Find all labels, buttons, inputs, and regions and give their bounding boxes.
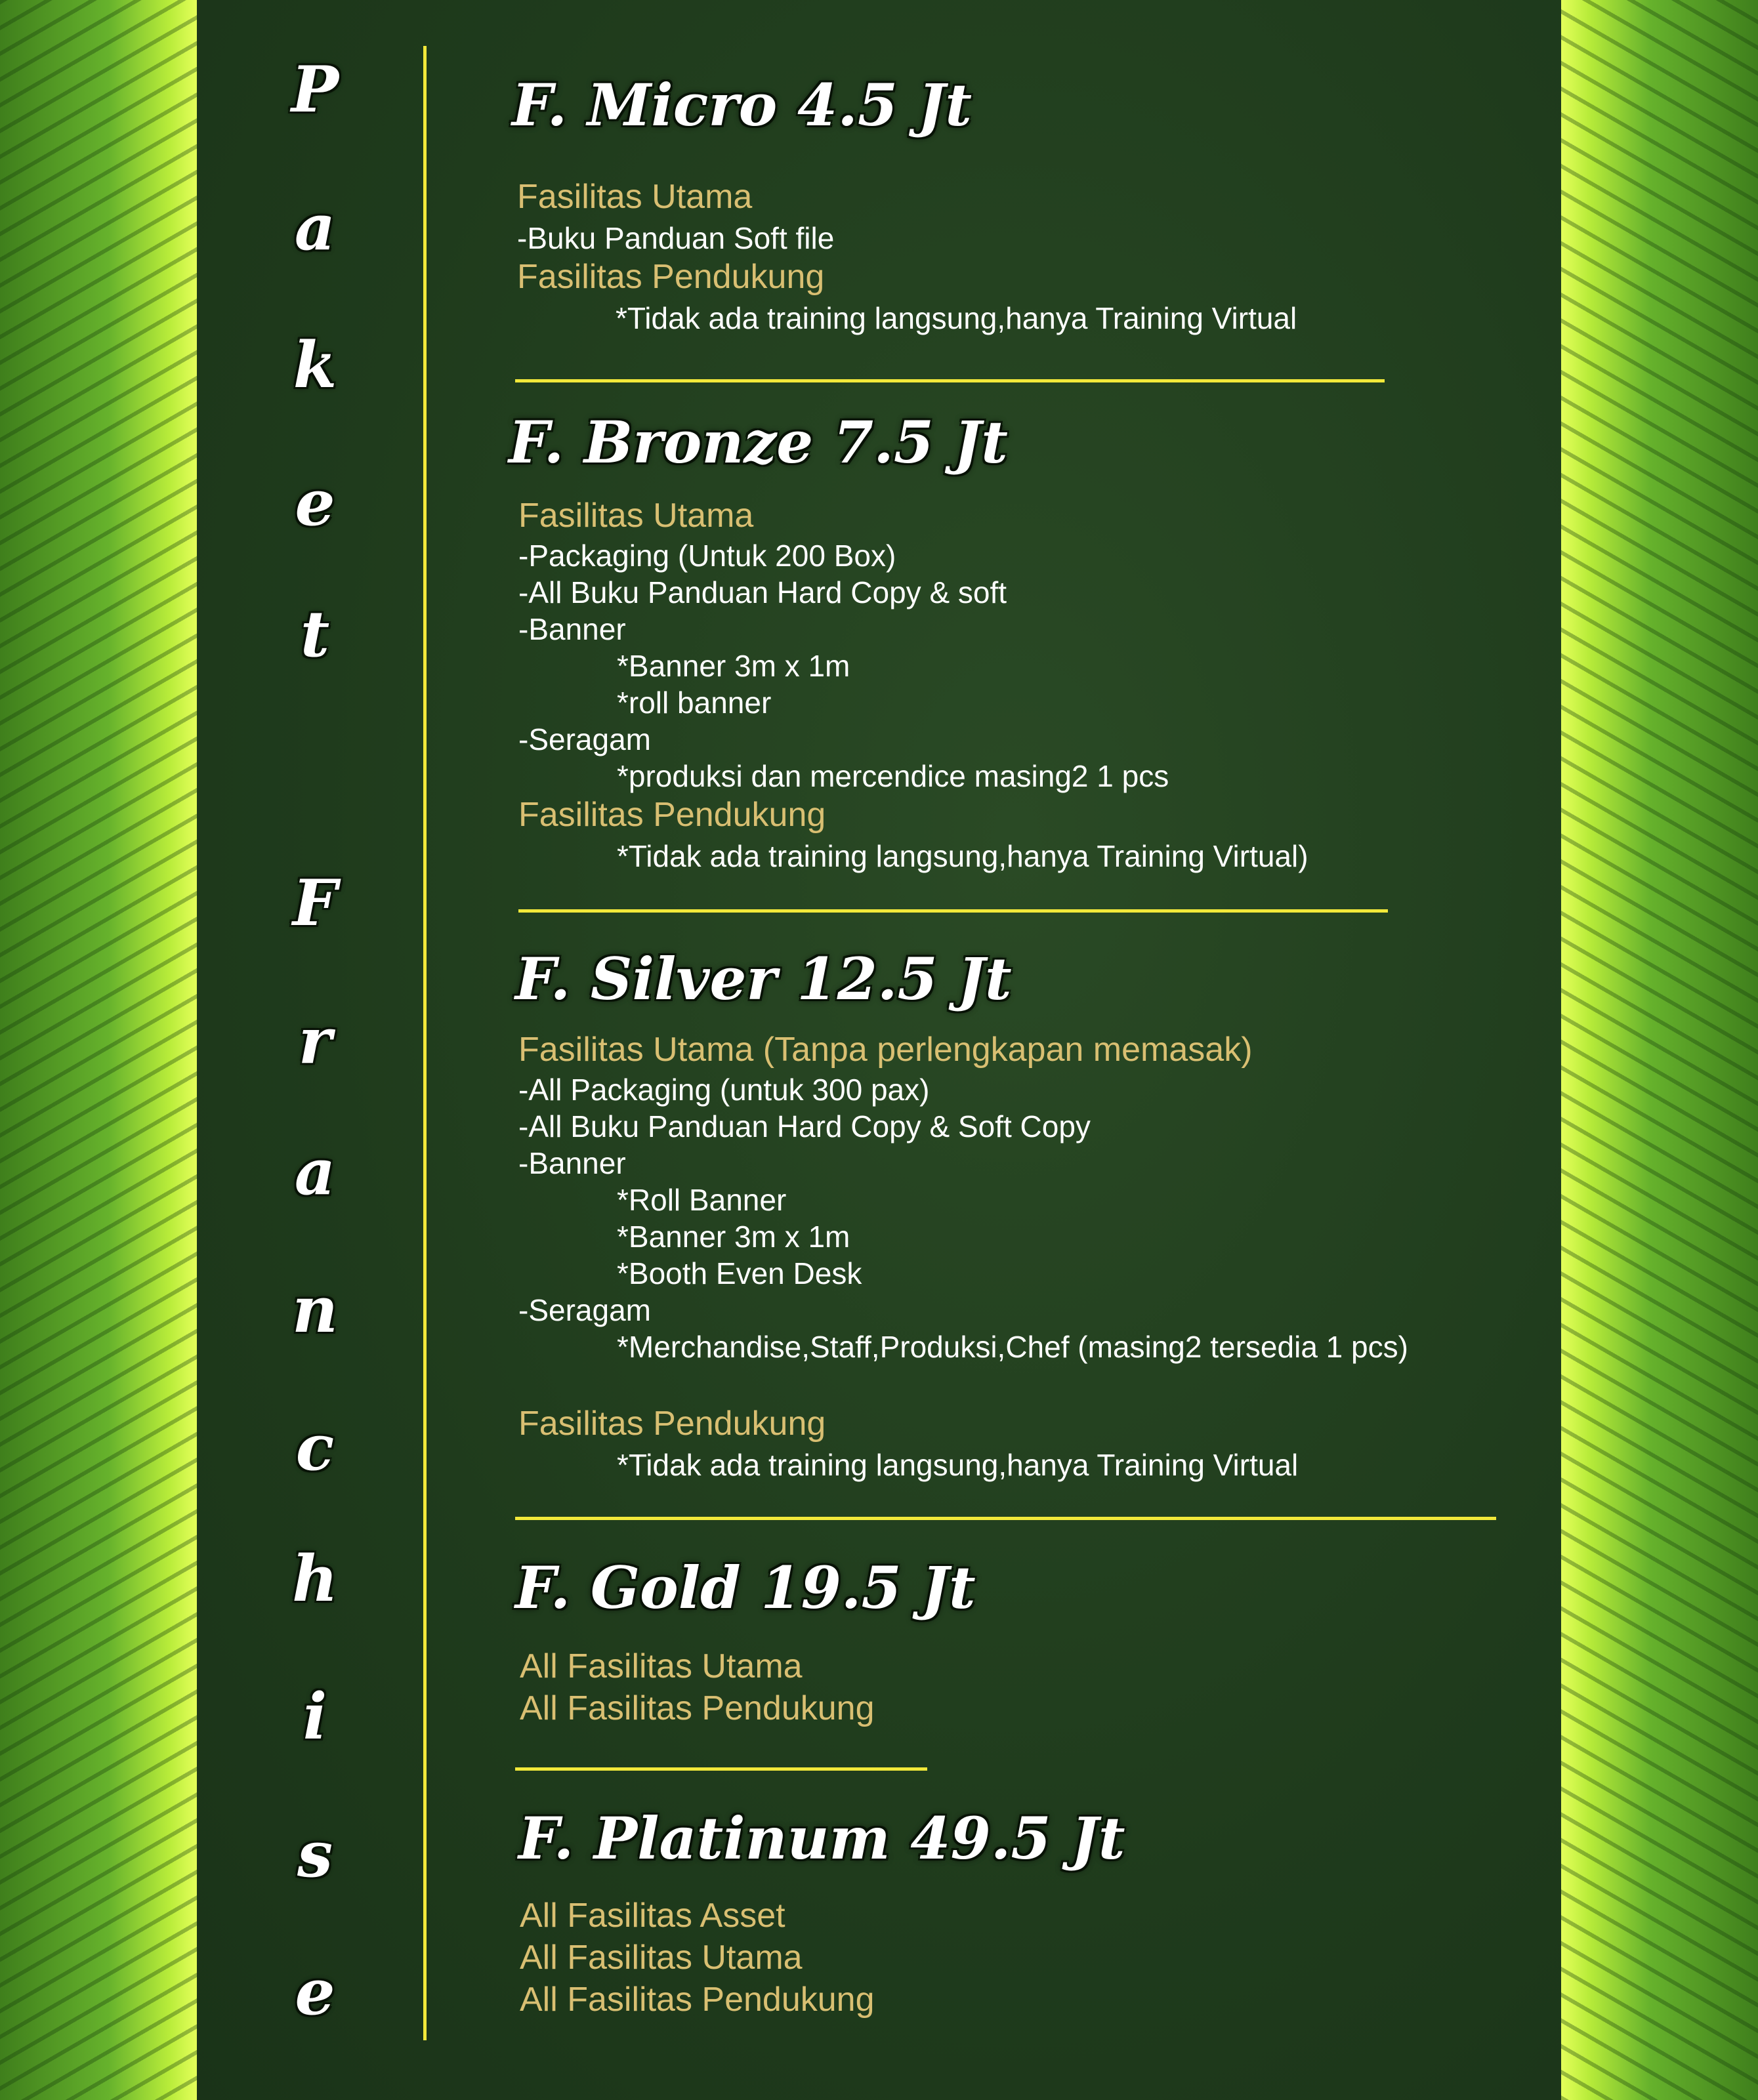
section-heading: All Fasilitas Pendukung — [520, 1981, 875, 2019]
list-subitem: *Tidak ada training langsung,hanya Training Virtual — [616, 301, 1297, 335]
list-item: -Banner — [518, 1146, 626, 1180]
vertical-title-letter: a — [294, 1135, 336, 1209]
section-heading: All Fasilitas Asset — [520, 1897, 785, 1935]
vertical-title-letter: i — [303, 1679, 327, 1754]
list-subitem: *Merchandise,Staff,Produksi,Chef (masing2 tersedia 1 pcs) — [617, 1330, 1408, 1364]
list-subitem: *Tidak ada training langsung,hanya Training Virtual) — [617, 839, 1308, 873]
vertical-title-letter: e — [295, 466, 335, 540]
list-item: -All Buku Panduan Hard Copy & Soft Copy — [518, 1109, 1091, 1143]
package-title-silver: F. Silver 12.5 Jt — [515, 945, 1012, 1013]
list-item: -All Packaging (untuk 300 pax) — [518, 1073, 930, 1107]
vertical-title-letter: e — [295, 1955, 335, 2029]
section-heading: All Fasilitas Pendukung — [520, 1689, 875, 1727]
vertical-title-letter: s — [297, 1817, 333, 1891]
banana-leaf-right — [1561, 0, 1758, 2100]
list-subitem: *Roll Banner — [617, 1183, 787, 1217]
list-item: -Seragam — [518, 722, 651, 756]
vertical-title-letter: P — [291, 52, 339, 127]
section-heading: Fasilitas Pendukung — [518, 1405, 826, 1443]
package-title-bronze: F. Bronze 7.5 Jt — [509, 408, 1008, 476]
vertical-divider — [423, 46, 427, 2040]
vertical-title-letter: F — [292, 866, 338, 940]
list-item: -Buku Panduan Soft file — [517, 221, 835, 255]
vertical-title-letter: k — [293, 328, 337, 402]
list-item: -Banner — [518, 612, 626, 646]
vertical-title-letter: r — [298, 1004, 332, 1078]
vertical-title-letter: t — [300, 597, 330, 671]
package-title-gold: F. Gold 19.5 Jt — [515, 1554, 976, 1622]
section-heading: Fasilitas Utama — [517, 178, 753, 216]
vertical-title-letter: a — [294, 190, 336, 264]
vertical-title-letter: h — [292, 1542, 338, 1616]
list-subitem: *roll banner — [617, 686, 772, 720]
package-title-platinum: F. Platinum 49.5 Jt — [518, 1804, 1125, 1872]
section-heading: All Fasilitas Utama — [520, 1647, 803, 1685]
vertical-title-letter: c — [295, 1410, 335, 1485]
section-separator — [518, 909, 1388, 913]
list-item: -Seragam — [518, 1293, 651, 1327]
section-separator — [515, 379, 1385, 382]
section-separator — [515, 1517, 1496, 1520]
section-heading: Fasilitas Utama — [518, 497, 754, 535]
package-title-micro: F. Micro 4.5 Jt — [512, 71, 973, 139]
list-subitem: *Banner 3m x 1m — [617, 1220, 850, 1254]
section-heading: Fasilitas Pendukung — [518, 796, 826, 834]
section-heading: All Fasilitas Utama — [520, 1939, 803, 1977]
list-item: -Packaging (Untuk 200 Box) — [518, 539, 896, 573]
list-subitem: *Banner 3m x 1m — [617, 649, 850, 683]
vertical-title — [276, 0, 354, 2100]
section-heading: Fasilitas Utama (Tanpa perlengkapan memasak) — [518, 1031, 1253, 1069]
list-subitem: *produksi dan mercendice masing2 1 pcs — [617, 759, 1169, 793]
section-separator — [515, 1767, 927, 1771]
section-heading: Fasilitas Pendukung — [517, 258, 825, 296]
list-subitem: *Tidak ada training langsung,hanya Training Virtual — [617, 1448, 1299, 1482]
list-subitem: *Booth Even Desk — [617, 1256, 862, 1290]
banana-leaf-left — [0, 0, 197, 2100]
list-item: -All Buku Panduan Hard Copy & soft — [518, 575, 1007, 609]
vertical-title-letter: n — [292, 1273, 338, 1347]
